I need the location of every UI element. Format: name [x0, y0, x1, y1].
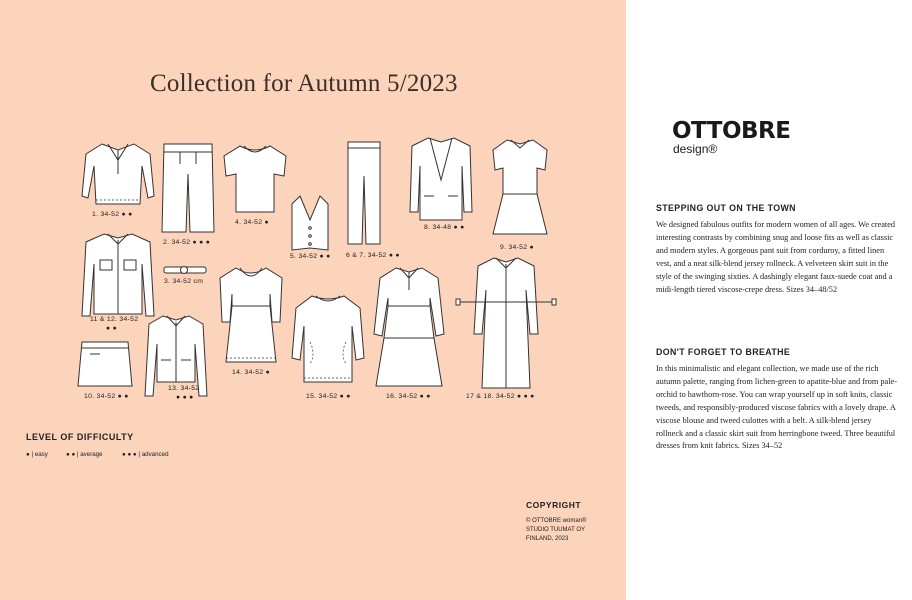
- difficulty-average: ● ● | average: [66, 451, 103, 458]
- garment-9-label: 9. 34-52 ●: [500, 244, 534, 251]
- difficulty-easy: ● | easy: [26, 451, 48, 458]
- garment-17-label: 17 & 18. 34-52 ● ● ●: [466, 393, 535, 400]
- garment-13-label-dots: ● ● ●: [176, 394, 194, 401]
- section-1-title: STEPPING OUT ON THE TOWN: [656, 203, 796, 213]
- copyright-line-2: STUDIO TUUMAT OY: [526, 527, 586, 533]
- section-2-title: DON'T FORGET TO BREATHE: [656, 347, 791, 357]
- logo-subtitle: design®: [673, 142, 718, 156]
- copyright-title: COPYRIGHT: [526, 500, 582, 510]
- difficulty-title: LEVEL OF DIFFICULTY: [26, 432, 134, 442]
- garment-2-label: 2. 34-52 ● ● ●: [163, 239, 211, 246]
- garment-13-label: 13. 34-52: [168, 385, 200, 392]
- section-1-body: We designed fabulous outfits for modern women of all ages. We created interesting contrasts by combining snug and loose fits as well as classic and modern styles. A gorgeous pant suit from corduroy, a fitted linen vest, and a neat silk-blend jersey rollneck. A velveteen skirt suit in the style of the swinging sixties. A dashingly elegant faux-suede coat and a midi-length tiered viscose-crepe dress. Sizes 34–48/52: [656, 220, 896, 294]
- garment-4-label: 4. 34-52 ●: [235, 219, 269, 226]
- copyright-line-1: © OTTOBRE woman®: [526, 518, 587, 524]
- copyright-line-3: FINLAND, 2023: [526, 536, 569, 542]
- garment-11-label: 11 & 12. 34-52: [90, 316, 139, 323]
- difficulty-advanced: ● ● ● | advanced: [122, 451, 169, 458]
- garment-6-label: 6 & 7. 34-52 ● ●: [346, 252, 400, 259]
- garment-11-label-dots: ● ●: [106, 325, 117, 332]
- ottobre-logo: [672, 118, 852, 158]
- section-2-body: In this minimalistic and elegant collection, we made use of the rich autumn palette, ranging from lichen-green to apatite-blue and from pale-orchid to hawthorn-rose. You can wrap yourself up in soft knits, classic tweeds, and responsibly-produced viscose fabrics with a lovely drape. A viscose blouse and tweed culottes with a belt. A silk-blend jersey rollneck and a classic skirt suit from herringbone tweed. Three beautiful dresses from knit fabrics. Sizes 34–52: [656, 364, 897, 451]
- page-title: Collection for Autumn 5/2023: [150, 70, 458, 97]
- garment-1-label: 1. 34-52 ● ●: [92, 211, 133, 218]
- garment-10-label: 10. 34-52 ● ●: [84, 393, 129, 400]
- garment-14-label: 14. 34-52 ●: [232, 369, 271, 376]
- garment-15-label: 15. 34-52 ● ●: [306, 393, 351, 400]
- garment-5-label: 5. 34-52 ● ●: [290, 253, 331, 260]
- garment-3-label: 3. 34-52 cm: [164, 278, 204, 285]
- description-panel: [626, 0, 912, 600]
- logo-wordmark: OTTOBRE: [672, 118, 791, 144]
- garment-16-label: 16. 34-52 ● ●: [386, 393, 431, 400]
- garment-8-label: 8. 34-48 ● ●: [424, 224, 465, 231]
